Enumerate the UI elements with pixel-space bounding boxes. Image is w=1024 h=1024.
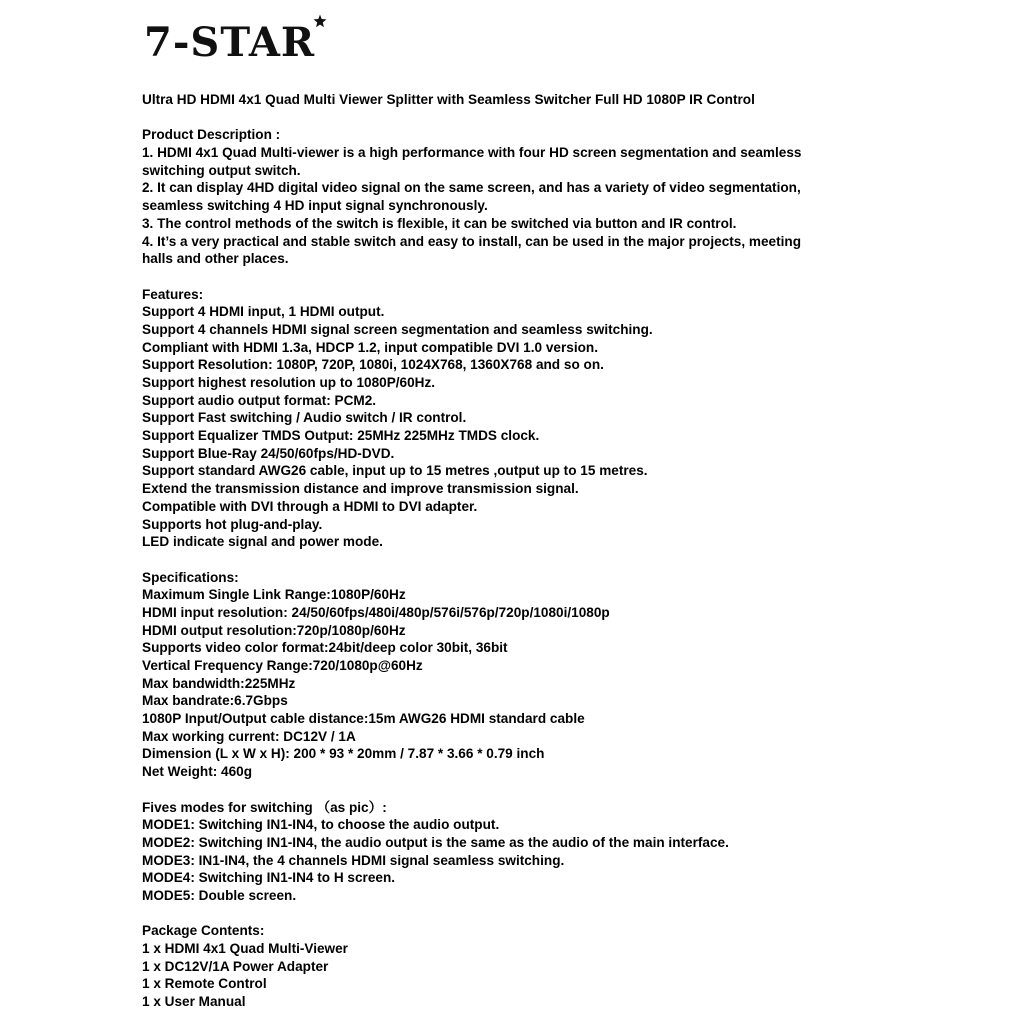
description-line: halls and other places. <box>142 251 289 267</box>
description-heading: Product Description : <box>142 127 281 143</box>
feature-item: Support 4 HDMI input, 1 HDMI output. <box>142 304 385 320</box>
feature-item: Compatible with DVI through a HDMI to DVI adapter. <box>142 498 478 514</box>
feature-item: Support 4 channels HDMI signal screen segmentation and seamless switching. <box>142 321 653 337</box>
spec-item: Dimension (L x W x H): 200 * 93 * 20mm / 7.87 * 3.66 * 0.79 inch <box>142 746 545 762</box>
feature-item: Support standard AWG26 cable, input up to 15 metres ,output up to 15 metres. <box>142 463 648 479</box>
package-heading: Package Contents: <box>142 923 265 939</box>
package-item: 1 x User Manual <box>142 994 246 1010</box>
feature-item: Support Resolution: 1080P, 720P, 1080i, 1024X768, 1360X768 and so on. <box>142 357 604 373</box>
features-section <box>142 286 922 551</box>
description-line: seamless switching 4 HD input signal synchronously. <box>142 198 488 214</box>
feature-item: LED indicate signal and power mode. <box>142 534 383 550</box>
mode-item: MODE5: Double screen. <box>142 887 297 903</box>
product-document <box>142 91 922 1011</box>
spec-item: Max bandwidth:225MHz <box>142 675 296 691</box>
modes-heading: Fives modes for switching （as pic）: <box>142 799 387 815</box>
spec-item: Net Weight: 460g <box>142 764 253 780</box>
mode-item: MODE2: Switching IN1-IN4, the audio output is the same as the audio of the main interface. <box>142 834 729 850</box>
spec-item: 1080P Input/Output cable distance:15m AWG26 HDMI standard cable <box>142 711 585 727</box>
brand-name: 7-STAR <box>144 19 316 66</box>
specifications-heading: Specifications: <box>142 569 239 585</box>
package-item: 1 x HDMI 4x1 Quad Multi-Viewer <box>142 941 348 956</box>
modes-section <box>142 799 922 905</box>
spec-item: HDMI output resolution:720p/1080p/60Hz <box>142 622 406 638</box>
spec-item: Max bandrate:6.7Gbps <box>142 693 288 709</box>
description-line: 3. The control methods of the switch is flexible, it can be switched via button and IR control. <box>142 215 737 231</box>
mode-item: MODE4: Switching IN1-IN4 to H screen. <box>142 870 396 886</box>
feature-item: Extend the transmission distance and improve transmission signal. <box>142 481 579 497</box>
package-item: 1 x DC12V/1A Power Adapter <box>142 958 329 974</box>
mode-item: MODE1: Switching IN1-IN4, to choose the audio output. <box>142 817 500 833</box>
package-item: 1 x Remote Control <box>142 976 267 992</box>
spec-item: Maximum Single Link Range:1080P/60Hz <box>142 587 406 603</box>
package-section <box>142 922 922 1010</box>
description-section <box>142 126 922 268</box>
feature-item: Support audio output format: PCM2. <box>142 392 377 408</box>
spec-item: HDMI input resolution: 24/50/60fps/480i/480p/576i/576p/720p/1080i/1080p <box>142 604 610 620</box>
mode-item: MODE3: IN1-IN4, the 4 channels HDMI signal seamless switching. <box>142 852 565 868</box>
product-title: Ultra HD HDMI 4x1 Quad Multi Viewer Splitter with Seamless Switcher Full HD 1080P IR Control <box>142 92 755 107</box>
feature-item: Support highest resolution up to 1080P/60Hz. <box>142 375 436 390</box>
spec-item: Supports video color format:24bit/deep color 30bit, 36bit <box>142 640 508 656</box>
feature-item: Supports hot plug-and-play. <box>142 516 323 532</box>
description-line: 4. It’s a very practical and stable switch and easy to install, can be used in the major projects, meeting <box>142 233 802 249</box>
feature-item: Compliant with HDMI 1.3a, HDCP 1.2, input compatible DVI 1.0 version. <box>142 339 598 355</box>
description-line: 1. HDMI 4x1 Quad Multi-viewer is a high performance with four HD screen segmentation and seamless <box>142 145 802 161</box>
specifications-section <box>142 569 922 781</box>
feature-item: Support Fast switching / Audio switch / IR control. <box>142 410 467 426</box>
features-heading: Features: <box>142 286 204 302</box>
spec-item: Vertical Frequency Range:720/1080p@60Hz <box>142 658 423 673</box>
description-line: switching output switch. <box>142 162 301 178</box>
feature-item: Support Equalizer TMDS Output: 25MHz 225MHz TMDS clock. <box>142 428 540 444</box>
description-line: 2. It can display 4HD digital video signal on the same screen, and has a variety of video segmentation, <box>142 180 801 196</box>
feature-item: Support Blue-Ray 24/50/60fps/HD-DVD. <box>142 445 395 461</box>
spec-item: Max working current: DC12V / 1A <box>142 728 356 744</box>
star-icon <box>313 14 327 28</box>
brand-logo <box>144 18 327 68</box>
